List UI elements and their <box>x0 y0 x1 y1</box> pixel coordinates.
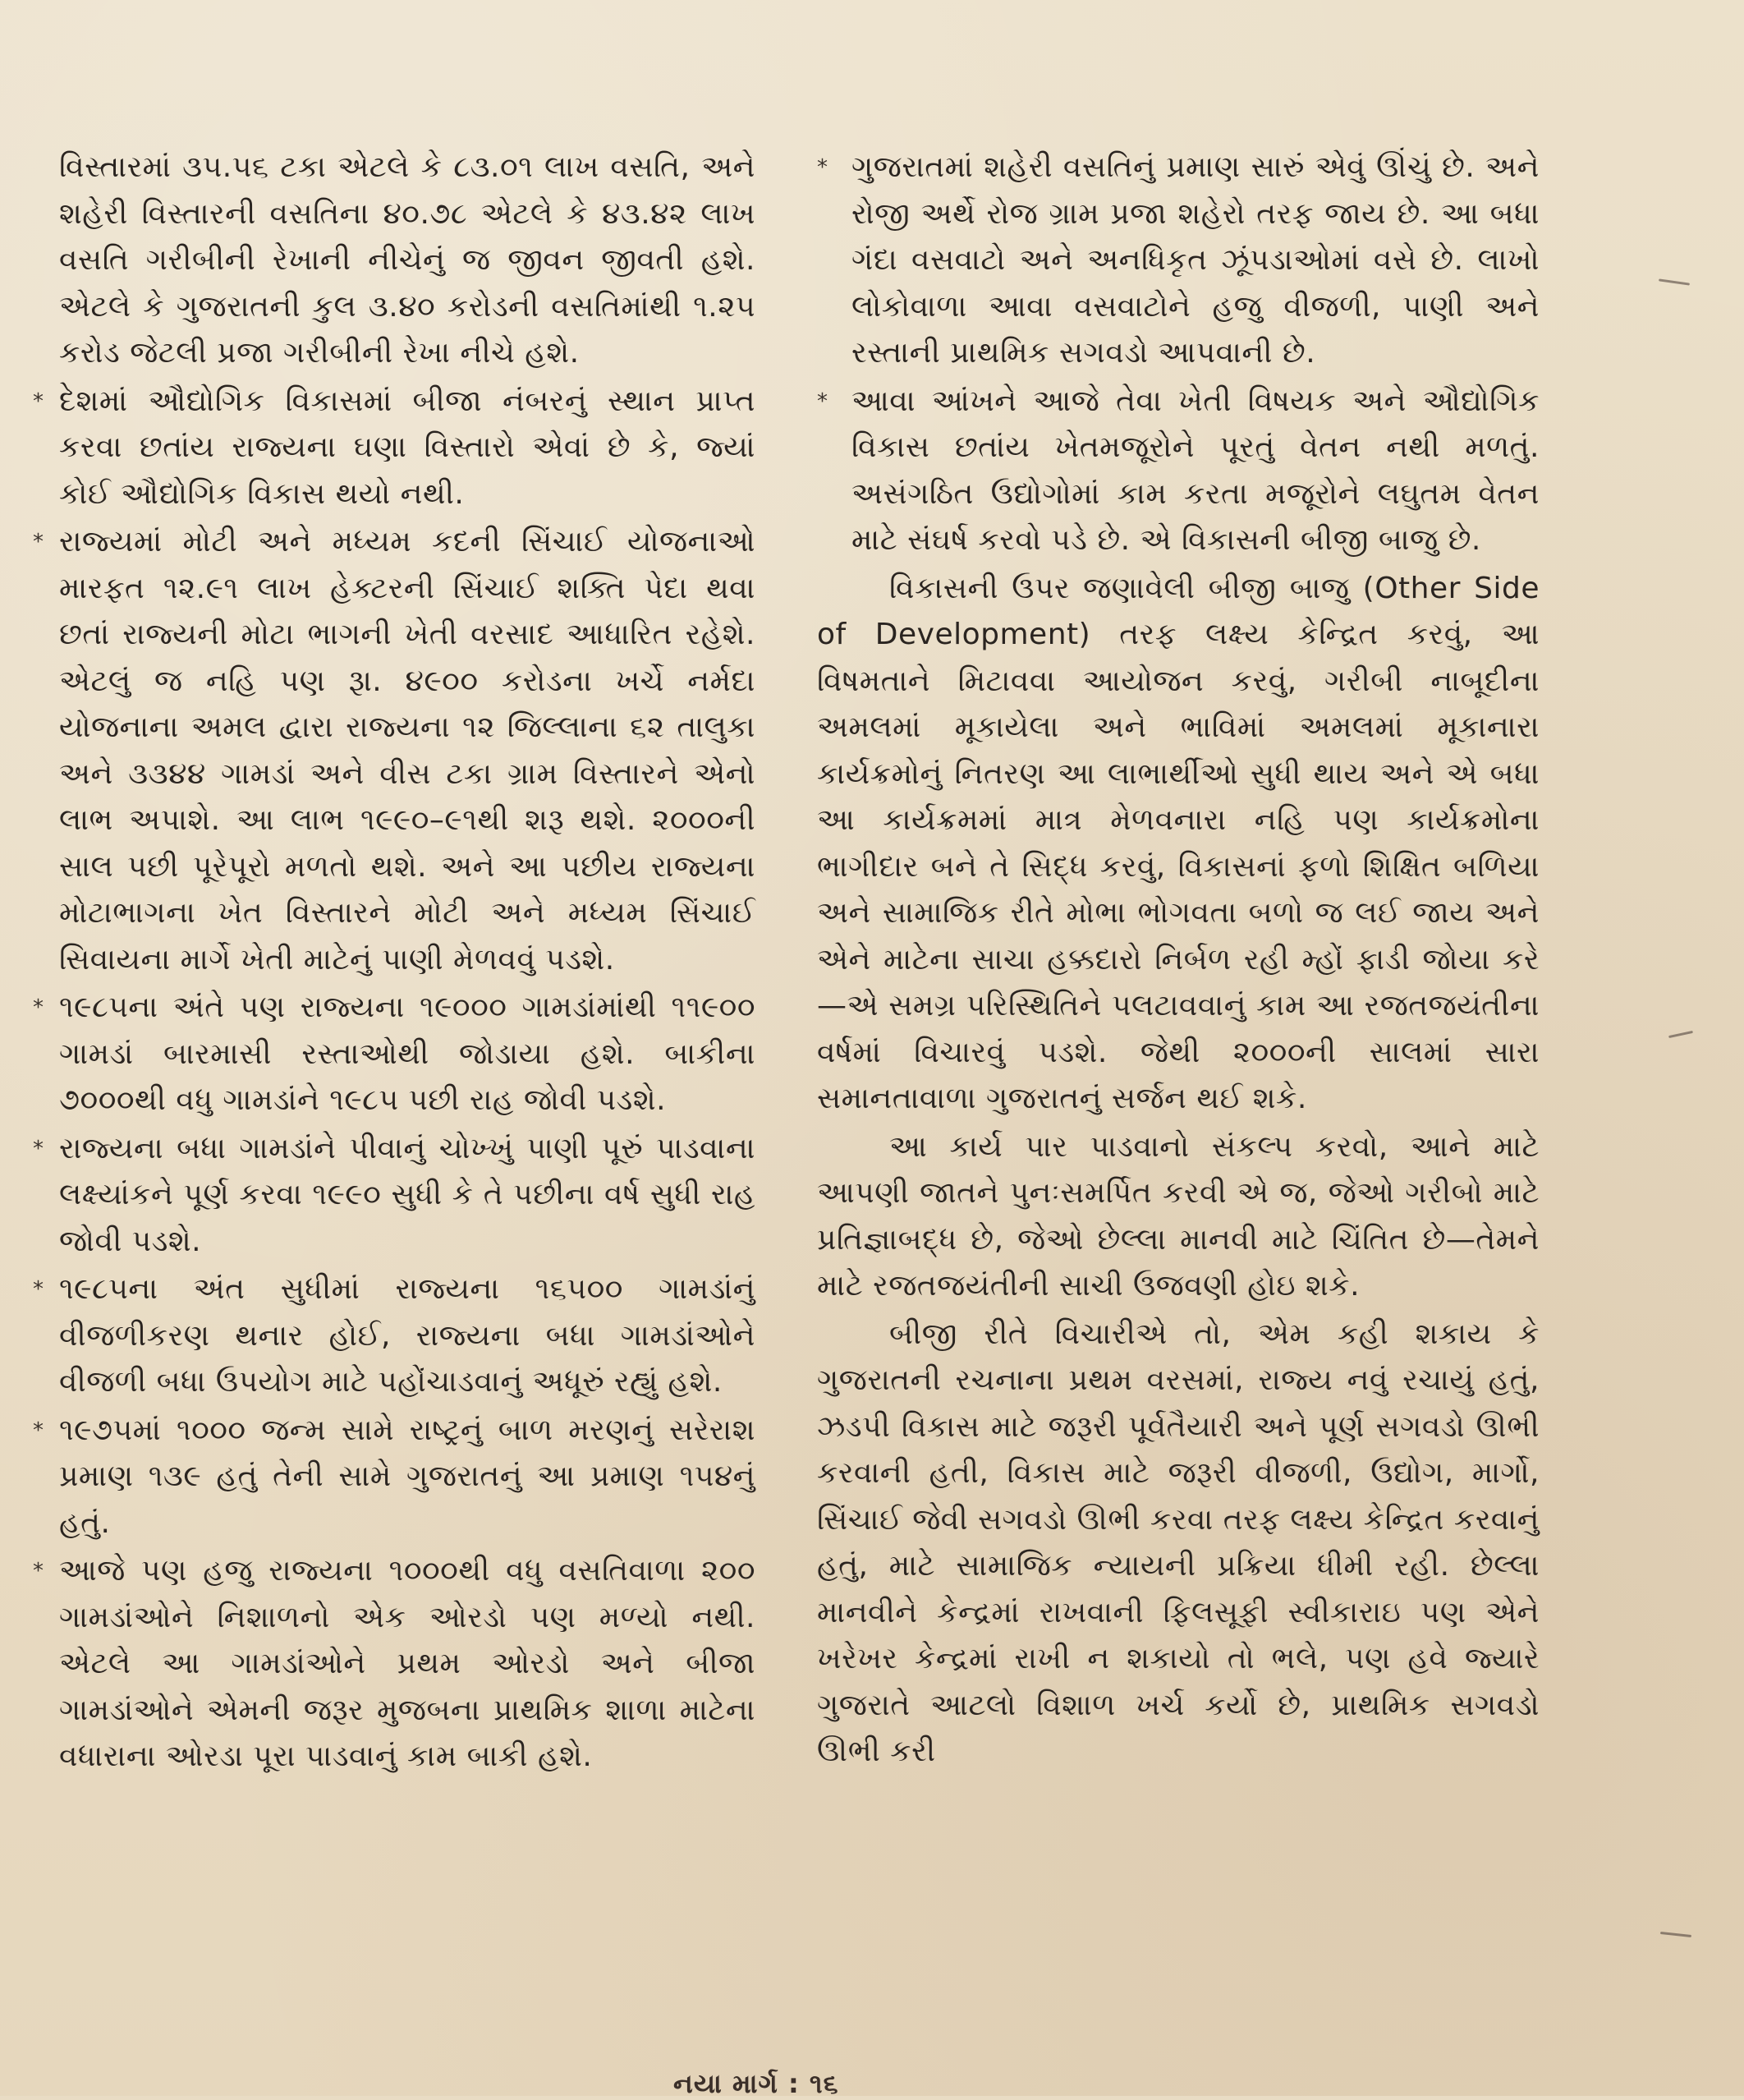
right-paragraph-reflection: બીજી રીતે વિચારીએ તો, એમ કહી શકાય કે ગુજરાતની રચનાના પ્રથમ વરસમાં, રાજ્ય નવું રચાયું હતું, ઝડપી વિકાસ માટે જરૂરી પૂર્વતૈયારી અને પૂર્ણ સગવડો ઊભી કરવાની હતી, વિકાસ માટે જરૂરી વીજળી, ઉદ્યોગ, માર્ગો, સિંચાઈ જેવી સગવડો ઊભી કરવા તરફ લક્ષ્ય કેન્દ્રિત કરવાનું હતું, માટે સામાજિક ન્યાયની પ્રક્રિયા ધીમી રહી. છેલ્લા માનવીને કેન્દ્રમાં રાખવાની ફિલસૂફી સ્વીકારાઇ પણ એને ખરેખર કેન્દ્રમાં રાખી ન શકાયો તો ભલે, પણ હવે જ્યારે ગુજરાતે આટલો વિશાળ ખર્ચ કર્યો છે, પ્રાથમિક સગવડો ઊભી કરી <box>817 1317 1540 1768</box>
right-bullet-urban <box>817 145 1540 377</box>
bullet-text: દેશમાં ઔદ્યોગિક વિકાસમાં બીજા નંબરનું સ્થાન પ્રાપ્ત કરવા છતાંય રાજ્યના ઘણા વિસ્તારો એવાં છે કે, જ્યાં કોઈ ઔદ્યોગિક વિકાસ થયો નથી. <box>59 384 755 511</box>
asterisk-bullet-icon: * <box>33 1277 44 1302</box>
left-bullet-irrigation <box>33 519 755 983</box>
asterisk-bullet-icon: * <box>33 995 44 1020</box>
asterisk-bullet-icon: * <box>33 1559 44 1583</box>
right-bullet-wages <box>817 379 1540 564</box>
bullet-text: ૧૯૮૫ના અંત સુધીમાં રાજ્યના ૧૬૫૦૦ ગામડાંનું વીજળીકરણ થનાર હોઈ, રાજ્યના બધા ગામડાંઓને વીજળી બધા ઉપયોગ માટે પહોંચાડવાનું અધૂરું રહ્યું હશે. <box>59 1272 755 1399</box>
left-bullet-electrification <box>33 1266 755 1406</box>
bullet-text: ૧૯૮૫ના અંતે પણ રાજ્યના ૧૯૦૦૦ ગામડાંમાંથી ૧૧૯૦૦ ગામડાં બારમાસી રસ્તાઓથી જોડાયા હશે. બાકીના ૭૦૦૦થી વધુ ગામડાંને ૧૯૮૫ પછી રાહ જોવી પડશે. <box>59 990 755 1117</box>
left-bullet-industrial <box>33 379 755 518</box>
bullet-text: આવા આંખને આજે તેવા ખેતી વિષયક અને ઔદ્યોગિક વિકાસ છતાંય ખેતમજૂરોને પૂરતું વેતન નથી મળતું. અસંગઠિત ઉદ્યોગોમાં કામ કરતા મજૂરોને લઘુતમ વેતન માટે સંઘર્ષ કરવો પડે છે. એ વિકાસની બીજી બાજુ છે. <box>851 384 1540 557</box>
bullet-text: ગુજરાતમાં શહેરી વસતિનું પ્રમાણ સારું એવું ઊંચું છે. અને રોજી અર્થે રોજ ગ્રામ પ્રજા શહેરો તરફ જાય છે. આ બધા ગંદા વસવાટો અને અનધિકૃત ઝૂંપડાઓમાં વસે છે. લાખો લોકોવાળા આવા વસવાટોને હજુ વીજળી, પાણી અને રસ્તાની પ્રાથમિક સગવડો આપવાની છે. <box>851 150 1540 370</box>
left-bullet-roads <box>33 985 755 1124</box>
asterisk-bullet-icon: * <box>817 155 828 180</box>
right-paragraph-resolve: આ કાર્ય પાર પાડવાનો સંકલ્પ કરવો, આને માટે આપણી જાતને પુનઃસમર્પિત કરવી એ જ, જેઓ ગરીબો માટે પ્રતિજ્ઞાબદ્ધ છે, જેઓ છેલ્લા માનવી માટે ચિંતિત છે—તેમને માટે રજતજયંતીની સાચી ઉજવણી હોઇ શકે. <box>817 1129 1540 1303</box>
left-bullet-schools <box>33 1548 755 1781</box>
bullet-text: રાજ્યના બધા ગામડાંને પીવાનું ચોખ્ખું પાણી પૂરું પાડવાના લક્ષ્યાંકને પૂર્ણ કરવા ૧૯૯૦ સુધી કે તે પછીના વર્ષ સુધી રાહ જોવી પડશે. <box>59 1131 755 1258</box>
bullet-text: આજે પણ હજુ રાજ્યના ૧૦૦૦થી વધુ વસતિવાળા ૨૦૦ ગામડાંઓને નિશાળનો એક ઓરડો પણ મળ્યો નથી. એટલે આ ગામડાંઓને પ્રથમ ઓરડો અને બીજા ગામડાંઓને એમની જરૂર મુજબના પ્રાથમિક શાળા માટેના વધારાના ઓરડા પૂરા પાડવાનું કામ બાકી હશે. <box>59 1554 755 1773</box>
asterisk-bullet-icon: * <box>33 1418 44 1443</box>
page-footer: નયા માર્ગ : ૧૬ <box>673 2068 839 2099</box>
paper-edge-mark <box>1668 1031 1693 1038</box>
right-column <box>817 145 1540 1777</box>
paper-edge-mark <box>1659 278 1690 285</box>
left-continuation-paragraph: વિસ્તારમાં ૩૫.૫૬ ટકા એટલે કે ૮૩.૦૧ લાખ વસતિ, અને શહેરી વિસ્તારની વસતિના ૪૦.૭૮ એટલે કે ૪૩.૪૨ લાખ વસતિ ગરીબીની રેખાની નીચેનું જ જીવન જીવતી હશે. એટલે કે ગુજરાતની કુલ ૩.૪૦ કરોડની વસતિમાંથી ૧.૨૫ કરોડ જેટલી પ્રજા ગરીબીની રેખા નીચે હશે. <box>59 150 755 370</box>
paper-edge-mark <box>1660 1932 1691 1937</box>
left-bullet-infant-mortality <box>33 1408 755 1547</box>
right-paragraph-other-side: વિકાસની ઉપર જણાવેલી બીજી બાજુ (Other Side of Development) તરફ લક્ષ્ય કેન્દ્રિત કરવું, આ વિષમતાને મિટાવવા આયોજન કરવું, ગરીબી નાબૂદીના અમલમાં મૂકાયેલા અને ભાવિમાં અમલમાં મૂકાનારા કાર્યક્રમોનું નિતરણ આ લાભાર્થીઓ સુધી થાય અને એ બધા આ કાર્યક્રમમાં માત્ર મેળવનારા નહિ પણ કાર્યક્રમોના ભાગીદાર બને તે સિદ્ધ કરવું, વિકાસનાં ફળો શિક્ષિત બળિયા અને સામાજિક રીતે મોભા ભોગવતા બળો જ લઈ જાય અને એને માટેના સાચા હક્કદારો નિર્બળ રહી મ્હોં ફાડી જોયા કરે—એ સમગ્ર પરિસ્થિતિને પલટાવવાનું કામ આ રજતજયંતીના વર્ષમાં વિચારવું પડશે. જેથી ૨૦૦૦ની સાલમાં સારા સમાનતાવાળા ગુજરાતનું સર્જન થઈ શકે. <box>817 571 1540 1115</box>
left-bullet-drinking-water <box>33 1126 755 1266</box>
asterisk-bullet-icon: * <box>33 530 44 554</box>
bullet-text: રાજ્યમાં મોટી અને મધ્યમ કદની સિંચાઈ યોજનાઓ મારફત ૧૨.૯૧ લાખ હેક્ટરની સિંચાઈ શક્તિ પેદા થવા છતાં રાજ્યની મોટા ભાગની ખેતી વરસાદ આધારિત રહેશે. એટલું જ નહિ પણ રૂા. ૪૯૦૦ કરોડના ખર્ચે નર્મદા યોજનાના અમલ દ્વારા રાજ્યના ૧૨ જિલ્લાના ૬૨ તાલુકા અને ૩૩૪૪ ગામડાં અને વીસ ટકા ગ્રામ વિસ્તારને એનો લાભ અપાશે. આ લાભ ૧૯૯૦–૯૧થી શરૂ થશે. ૨૦૦૦ની સાલ પછી પૂરેપૂરો મળતો થશે. અને આ પછીય રાજ્યના મોટાભાગના ખેત વિસ્તારને મોટી અને મધ્યમ સિંચાઈ સિવાયના માર્ગે ખેતી માટેનું પાણી મેળવવું પડશે. <box>59 525 755 976</box>
asterisk-bullet-icon: * <box>817 388 828 414</box>
bullet-text: ૧૯૭૫માં ૧૦૦૦ જન્મ સામે રાષ્ટ્રનું બાળ મરણનું સરેરાશ પ્રમાણ ૧૩૯ હતું તેની સામે ગુજરાતનું આ પ્રમાણ ૧૫૪નું હતું. <box>59 1413 755 1540</box>
asterisk-bullet-icon: * <box>33 388 44 414</box>
left-column <box>33 145 755 1782</box>
asterisk-bullet-icon: * <box>33 1136 44 1161</box>
